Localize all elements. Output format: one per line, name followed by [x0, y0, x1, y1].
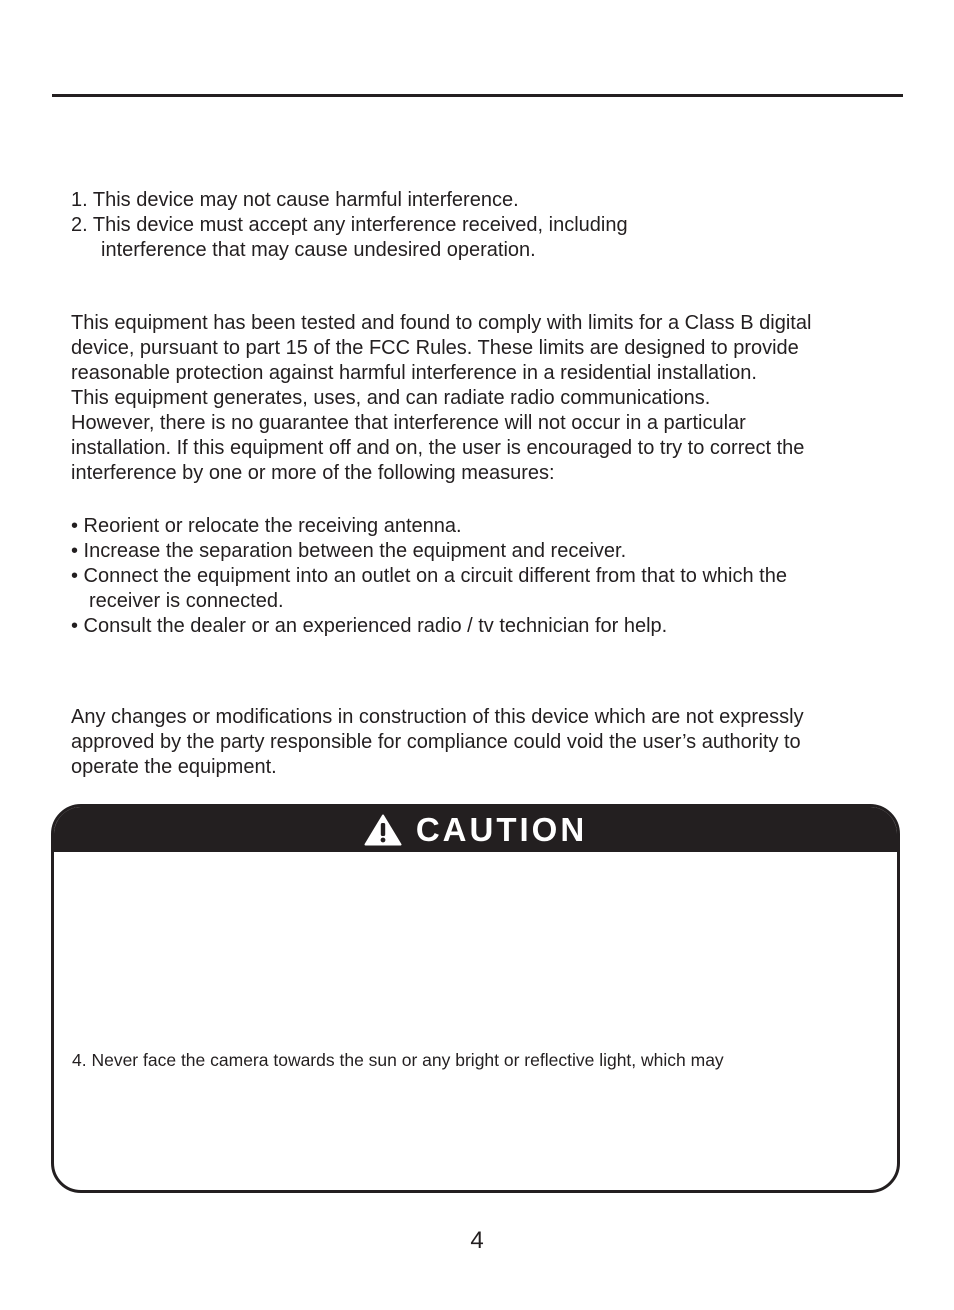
- fcc-line-7: interference by one or more of the following measures:: [71, 462, 555, 484]
- changes-notice: [71, 705, 891, 780]
- measure-item: • Increase the separation between the equipment and receiver.: [71, 540, 627, 562]
- condition-2-continued: interference that may cause undesired operation.: [101, 239, 536, 261]
- condition-2: 2. This device must accept any interference received, including: [71, 214, 628, 236]
- fcc-conditions-list: [71, 188, 891, 263]
- fcc-line-6: installation. If this equipment off and on, the user is encouraged to try to correct the: [71, 437, 805, 459]
- top-rule: [52, 94, 903, 97]
- measure-item-continued: receiver is connected.: [89, 590, 284, 612]
- fcc-line-4: This equipment generates, uses, and can radiate radio communications.: [71, 387, 711, 409]
- condition-1: 1. This device may not cause harmful interference.: [71, 189, 519, 211]
- fcc-line-1: This equipment has been tested and found to comply with limits for a Class B digital: [71, 312, 812, 334]
- measure-item: • Consult the dealer or an experienced radio / tv technician for help.: [71, 615, 668, 637]
- measures-list: [71, 514, 891, 639]
- measure-item: • Reorient or relocate the receiving antenna.: [71, 515, 462, 537]
- caution-box: [51, 804, 900, 1193]
- measure-item: • Connect the equipment into an outlet on a circuit different from that to which the: [71, 565, 787, 587]
- changes-line-1: Any changes or modifications in construction of this device which are not expressly: [71, 706, 804, 728]
- caution-item-4: 4. Never face the camera towards the sun or any bright or reflective light, which may: [72, 1050, 724, 1070]
- warning-triangle-icon: [364, 814, 402, 846]
- fcc-statement: [71, 311, 891, 486]
- fcc-line-3: reasonable protection against harmful interference in a residential installation.: [71, 362, 757, 384]
- caution-header: [54, 807, 897, 852]
- caution-title: CAUTION: [415, 811, 588, 848]
- fcc-line-2: device, pursuant to part 15 of the FCC Rules. These limits are designed to provide: [71, 337, 799, 359]
- changes-line-2: approved by the party responsible for compliance could void the user’s authority to: [71, 731, 801, 753]
- page-number: 4: [470, 1227, 484, 1254]
- fcc-line-5: However, there is no guarantee that interference will not occur in a particular: [71, 412, 746, 434]
- changes-line-3: operate the equipment.: [71, 756, 277, 778]
